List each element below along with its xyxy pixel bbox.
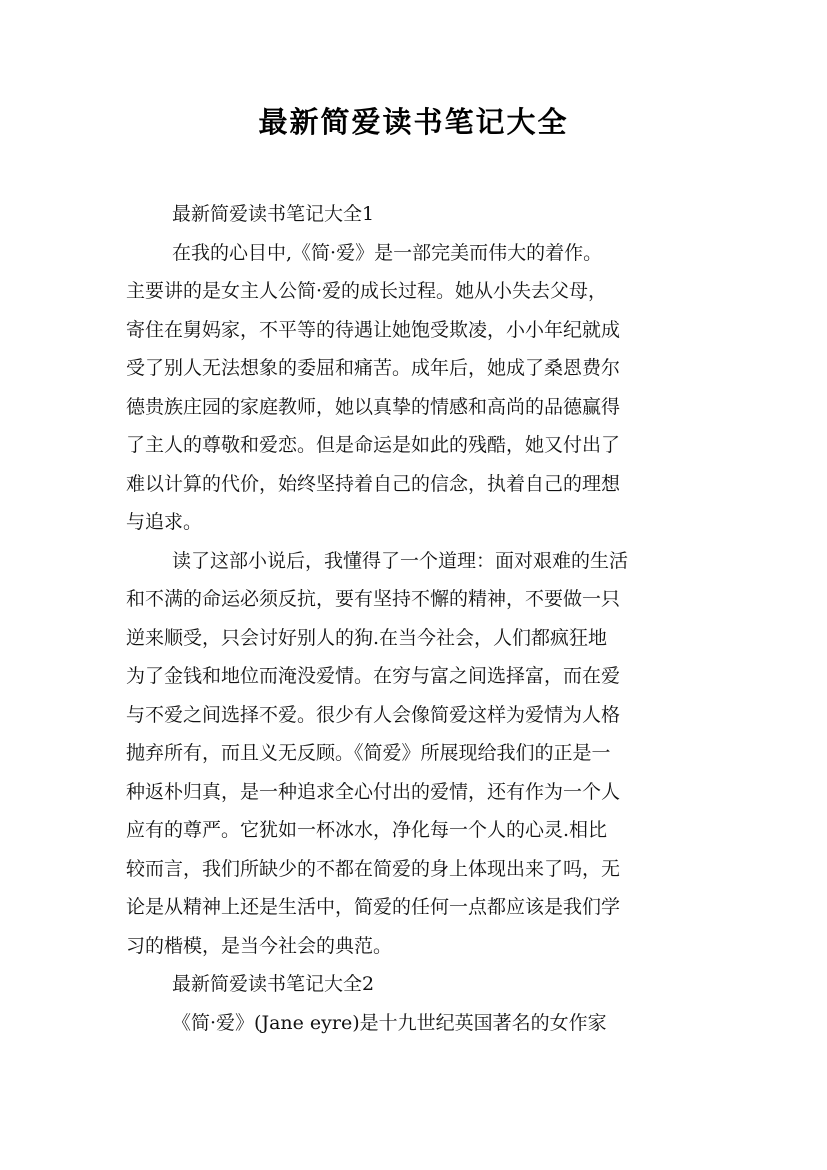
paragraph-line: 德贵族庄园的家庭教师，她以真挚的情感和高尚的品德赢得 bbox=[126, 395, 621, 418]
paragraph-line: 读了这部小说后，我懂得了一个道理：面对艰难的生活 bbox=[172, 549, 629, 572]
paragraph-line: 受了别人无法想象的委屈和痛苦。成年后，她成了桑恩费尔 bbox=[126, 357, 621, 379]
section-heading-1: 最新简爱读书笔记大全1 bbox=[172, 203, 375, 225]
paragraph-line: 在我的心目中,《简·爱》是一部完美而伟大的着作。 bbox=[172, 241, 603, 264]
paragraph-line: 逆来顺受，只会讨好别人的狗.在当今社会，人们都疯狂地 bbox=[126, 626, 608, 649]
paragraph-line: 《简·爱》(Jane eyre)是十九世纪英国著名的女作家 bbox=[172, 1011, 607, 1034]
paragraph-line: 较而言，我们所缺少的不都在简爱的身上体现出来了吗，无 bbox=[126, 857, 621, 880]
paragraph-line: 寄住在舅妈家，不平等的待遇让她饱受欺凌，小小年纪就成 bbox=[126, 318, 621, 341]
section-heading-2: 最新简爱读书笔记大全2 bbox=[172, 973, 375, 995]
paragraph-line: 与不爱之间选择不爱。很少有人会像简爱这样为爱情为人格 bbox=[126, 703, 621, 726]
paragraph-line: 论是从精神上还是生活中，简爱的任何一点都应该是我们学 bbox=[126, 896, 621, 918]
paragraph-line: 抛弃所有，而且义无反顾。《简爱》所展现给我们的正是一 bbox=[126, 742, 611, 764]
paragraph-line: 和不满的命运必须反抗，要有坚持不懈的精神，不要做一只 bbox=[126, 588, 621, 610]
paragraph-line: 了主人的尊敬和爱恋。但是命运是如此的残酷，她又付出了 bbox=[126, 434, 621, 456]
paragraph-line: 应有的尊严。它犹如一杯冰水，净化每一个人的心灵.相比 bbox=[126, 819, 608, 841]
paragraph-line: 为了金钱和地位而淹没爱情。在穷与富之间选择富，而在爱 bbox=[126, 665, 621, 687]
paragraph-line: 种返朴归真，是一种追求全心付出的爱情，还有作为一个人 bbox=[126, 780, 621, 803]
paragraph-line: 难以计算的代价，始终坚持着自己的信念，执着自己的理想 bbox=[126, 472, 621, 495]
paragraph-line: 与追求。 bbox=[126, 511, 203, 533]
paragraph-line: 习的楷模，是当今社会的典范。 bbox=[126, 934, 393, 957]
paragraph-line: 主要讲的是女主人公简·爱的成长过程。她从小失去父母， bbox=[126, 280, 608, 302]
document-title: 最新简爱读书笔记大全 bbox=[258, 105, 569, 139]
document-body bbox=[126, 195, 704, 1042]
